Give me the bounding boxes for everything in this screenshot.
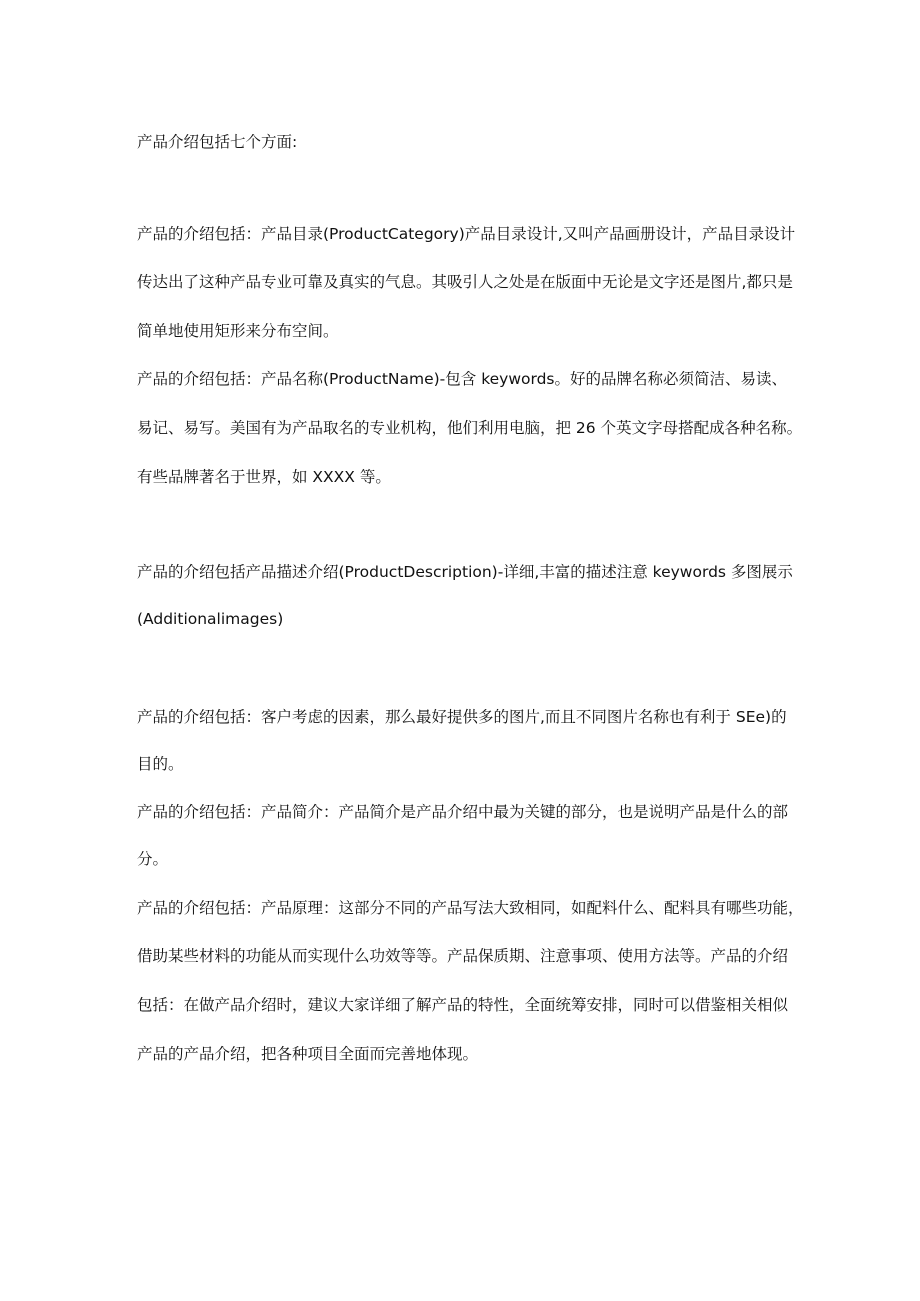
paragraph-line: 产品的介绍包括：产品原理：这部分不同的产品写法大致相同，如配料什么、配料具有哪些功能，: [137, 899, 804, 917]
paragraph-line: 产品的介绍包括：客户考虑的因素，那么最好提供多的图片,而且不同图片名称也有利于 SEe)的: [137, 708, 787, 726]
paragraph-line: 简单地使用矩形来分布空间。: [137, 322, 339, 340]
paragraph-line: 产品的介绍包括：产品目录(ProductCategory)产品目录设计,又叫产品画册设计，产品目录设计: [137, 225, 796, 243]
paragraph-line: 产品的介绍包括产品描述介绍(ProductDescription)-详细,丰富的描述注意 keywords 多图展示: [137, 563, 793, 581]
paragraph-line: 目的。: [137, 755, 184, 773]
paragraph-line: 包括：在做产品介绍时，建议大家详细了解产品的特性，全面统筹安排，同时可以借鉴相关相似: [137, 996, 789, 1014]
paragraph-line: 产品的介绍包括：产品简介：产品简介是产品介绍中最为关键的部分，也是说明产品是什么的部: [137, 803, 789, 821]
paragraph-line: 分。: [137, 850, 169, 868]
paragraph-line: 产品的介绍包括：产品名称(ProductName)-包含 keywords。好的品牌名称必须简洁、易读、: [137, 370, 788, 388]
paragraph-line: 借助某些材料的功能从而实现什么功效等等。产品保质期、注意事项、使用方法等。产品的介绍: [137, 947, 789, 965]
paragraph-line: 有些品牌著名于世界，如 XXXX 等。: [137, 468, 391, 486]
paragraph-line: 传达出了这种产品专业可靠及真实的气息。其吸引人之处是在版面中无论是文字还是图片,都只是: [137, 273, 793, 291]
document-heading: 产品介绍包括七个方面:: [137, 133, 298, 151]
paragraph-line: 易记、易写。美国有为产品取名的专业机构，他们利用电脑，把 26 个英文字母搭配成各种名称。: [137, 419, 803, 437]
paragraph-line: (Additionalimages): [137, 610, 284, 628]
paragraph-line: 产品的产品介绍，把各种项目全面而完善地体现。: [137, 1045, 479, 1063]
